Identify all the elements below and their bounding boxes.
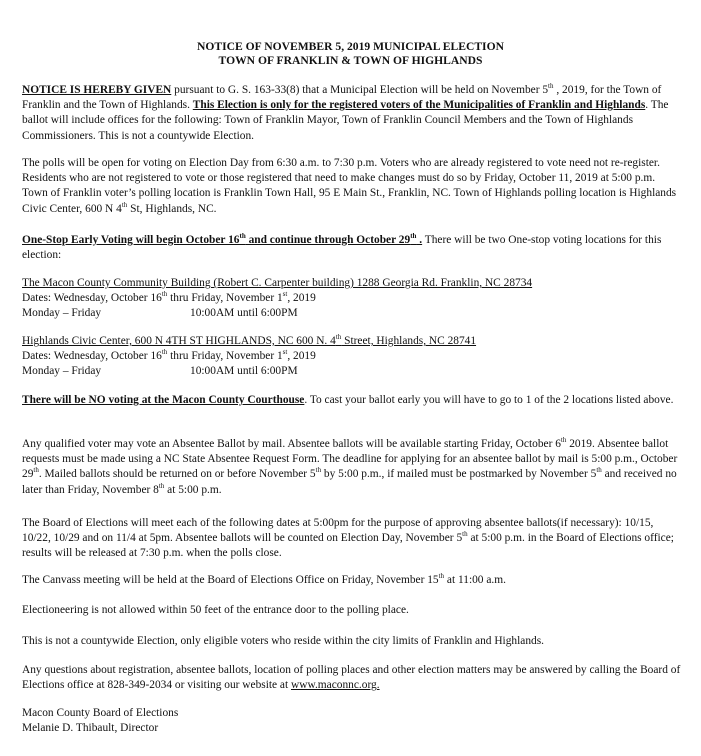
notice-title: [0, 40, 701, 68]
p3-text-c: .: [416, 234, 423, 246]
loc1-days: Monday – Friday: [22, 307, 102, 320]
loc2-dates-b: thru Friday, November 1: [167, 350, 283, 363]
p3-text-b: and continue through October 29: [245, 234, 411, 246]
p5-sup-c: th: [315, 466, 322, 475]
p7-sup: th: [438, 572, 445, 580]
loc2-days: Monday – Friday: [22, 365, 102, 378]
p3-text-a: One-Stop Early Voting will begin October 16: [22, 234, 240, 246]
p6-text-b: at 5:00 p.m. in the Board of Elections office; results will be released at 7:30 p.m. when the polls close.: [22, 532, 674, 560]
p1-emphasis: This Election is only for the registered voters of the Municipalities of Franklin and Highlands: [192, 99, 646, 112]
paragraph-electioneering: Electioneering is not allowed within 50 feet of the entrance door to the polling place.: [22, 604, 409, 616]
paragraph-board-meetings: [22, 516, 682, 562]
early-voting-heading: [22, 234, 422, 246]
website-link[interactable]: www.maconnc.org.: [291, 679, 380, 692]
title-line-1: NOTICE OF NOVEMBER 5, 2019 MUNICIPAL ELECTION: [197, 40, 504, 53]
p5-text-b: 2019. Absentee ballot requests must be made using a NC State Absentee Request Form. The deadline for applying for an absentee ballot by mail is 5:00 p.m., October 29: [22, 438, 678, 481]
paragraph-absentee-ballots: [22, 437, 682, 498]
p2-sup: th: [121, 200, 128, 209]
loc1-dates-b: thru Friday, November 1: [167, 292, 283, 305]
p3-sup-a: th: [239, 232, 246, 240]
p6-text-a: The Board of Elections will meet each of the following dates at 5:00pm for the purpose of approving absentee ballots(if necessary): 10/15, 10/22, 10/29 and on 11/4 at 5pm. Absentee ballots will be counted on Election Day, November 5: [22, 517, 654, 545]
paragraph-canvass-meeting: [22, 573, 682, 588]
title-line-2: TOWN OF FRANKLIN & TOWN OF HIGHLANDS: [218, 54, 483, 67]
p5-text-f: at 5:00 p.m.: [164, 483, 222, 496]
p5-text-a: Any qualified voter may vote an Absentee Ballot by mail. Absentee ballots will be available starting Friday, October 6: [22, 438, 561, 450]
early-voting-location-2: [22, 334, 682, 380]
paragraph-no-courthouse-voting: [22, 393, 682, 408]
paragraph-election-announcement: [22, 83, 682, 144]
loc2-hours-value: 10:00AM until 6:00PM: [190, 365, 298, 378]
loc2-dates-sup2: st: [282, 348, 288, 357]
location-2-heading: [22, 334, 682, 349]
loc2-dates-c: , 2019: [287, 350, 316, 363]
p1-text-c: . The ballot will include offices for the following: Town of Franklin Mayor, Town of Franklin Council Members and the Town of Highlands Commissioners. This is not a countywide Election.: [22, 99, 669, 142]
loc1-dates-a: Dates: Wednesday, October 16: [22, 292, 162, 305]
p6-sup: th: [462, 530, 468, 539]
p1-text-b: , 2019, for the Town of Franklin and the Town of Highlands.: [22, 84, 662, 112]
loc1-hours-value: 10:00AM until 6:00PM: [190, 307, 298, 320]
p10-text-a: Any questions about registration, absentee ballots, location of polling places and other election matters may be answered by calling the Board of Elections office at 828-349-2034 or visiting our website at: [22, 664, 681, 692]
location-1-heading: The Macon County Community Building (Robert C. Carpenter building) 1288 Georgia Rd. Franklin, NC 28734: [22, 277, 533, 289]
p7-text-b: at 11:00 a.m.: [444, 574, 506, 586]
p1-text-a: pursuant to G. S. 163-33(8) that a Municipal Election will be held on November 5: [171, 84, 549, 96]
p5-sup-a: th: [560, 436, 567, 444]
signature-block: [22, 706, 682, 736]
location-2-hours: [22, 364, 682, 379]
paragraph-early-voting: [22, 233, 682, 263]
paragraph-not-countywide: This is not a countywide Election, only eligible voters who reside within the city limits of Franklin and Highlands.: [22, 635, 544, 647]
p5-sup-e: th: [158, 481, 165, 490]
p7-text-a: The Canvass meeting will be held at the Board of Elections Office on Friday, November 15: [22, 574, 439, 586]
signature-organization: Macon County Board of Elections: [22, 707, 179, 719]
notice-lead: NOTICE IS HEREBY GIVEN: [22, 84, 172, 96]
p4-text: . To cast your ballot early you will have to go to 1 of the 2 locations listed above.: [304, 394, 674, 406]
paragraph-polling-hours: [22, 156, 682, 217]
p1-sup: th: [548, 82, 554, 90]
loc1-dates-sup1: th: [161, 290, 168, 299]
loc2-head-sup: th: [335, 333, 342, 341]
location-1-dates: [22, 291, 682, 306]
p2-text-a: The polls will be open for voting on Election Day from 6:30 a.m. to 7:30 p.m. Voters who are already registered to vote need not re-register. Residents who are not registered to vote or those registered that need to make changes must do so by Friday, October 11, 2019 at 5:00 p.m. Town of Franklin voter’s polling location is Franklin Town Hall, 95 E Main St., Franklin, NC. Town of Highlands polling location is Highlands Civic Center, 600 N 4: [22, 157, 677, 215]
p2-text-b: St, Highlands, NC.: [127, 202, 217, 215]
p5-sup-d: th: [596, 466, 602, 475]
loc2-head-b: Street, Highlands, NC 28741: [341, 335, 477, 347]
p5-text-c: . Mailed ballots should be returned on or before November 5: [38, 468, 316, 481]
paragraph-questions: [22, 663, 682, 693]
signature-name: Melanie D. Thibault, Director: [22, 722, 159, 735]
early-voting-location-1: [22, 276, 682, 322]
location-1-hours: [22, 306, 682, 321]
loc2-dates-sup1: th: [161, 348, 168, 357]
location-2-dates: [22, 349, 682, 364]
p3-sup-b: th: [410, 232, 417, 240]
p5-text-d: by 5:00 p.m., if mailed must be postmarked by November 5: [321, 468, 597, 481]
p5-sup-b: th: [33, 466, 39, 475]
p4-emphasis: There will be NO voting at the Macon County Courthouse: [22, 394, 305, 406]
loc1-dates-sup2: st: [282, 290, 288, 299]
p3-text-d: There will be two One-stop voting locations for this election:: [22, 234, 662, 262]
loc2-head-a: Highlands Civic Center, 600 N 4TH ST HIGHLANDS, NC 600 N. 4: [22, 335, 336, 347]
loc1-dates-c: , 2019: [287, 292, 316, 305]
loc2-dates-a: Dates: Wednesday, October 16: [22, 350, 162, 363]
p5-text-e: and received no later than Friday, November 8: [22, 468, 677, 496]
